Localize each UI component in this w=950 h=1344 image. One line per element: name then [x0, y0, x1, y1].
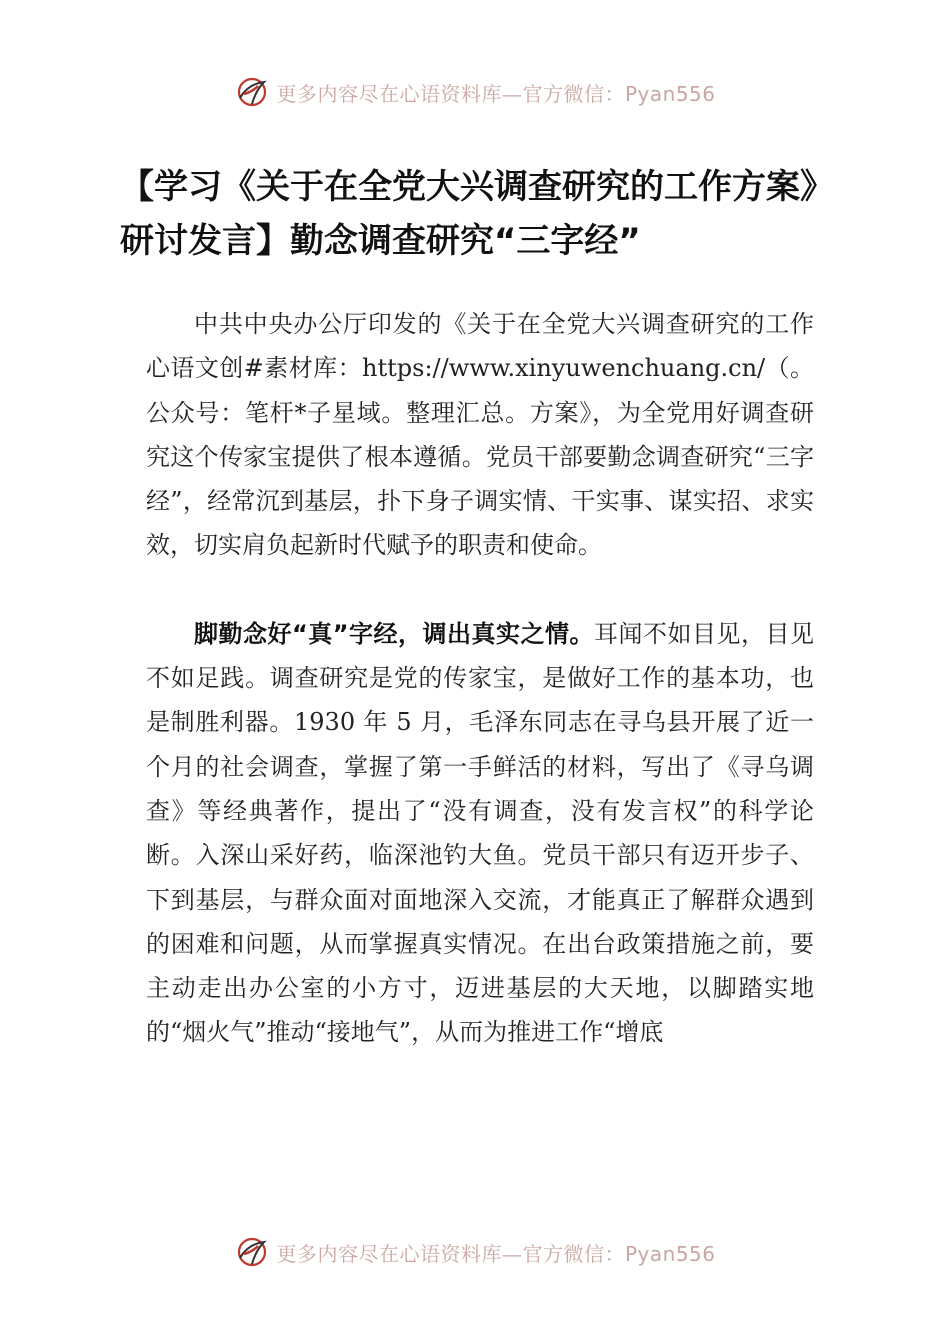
document-title: 【学习《关于在全党大兴调查研究的工作方案》研讨发言】勤念调查研究“三字经”: [120, 167, 834, 261]
section-body-text: 耳闻不如目见，目见不如足践。调查研究是党的传家宝，是做好工作的基本功，也是制胜利器。1930 年 5 月，毛泽东同志在寻乌县开展了近一个月的社会调查，掌握了第一手鲜活的材料，写出了《寻乌调查》等经典著作，提出了“没有调查，没有发言权”的科学论断。入深山采好药，临深池钓大鱼。党员干部只有迈开步子、下到基层，与群众面对面地深入交流，才能真正了解群众遇到的困难和问题，从而掌握真实情况。在出台政策措施之前，要主动走出办公室的小方寸，迈进基层的大天地，以脚踏实地的“烟火气”推动“接地气”，从而为推进工作“增底: [146, 619, 814, 1047]
banner-text: [276, 78, 715, 107]
header-watermark-banner: [0, 72, 950, 112]
section-lead-heading: 脚勤念好“真”字经，调出真实之情。: [194, 619, 595, 648]
paragraph-intro: 中共中央办公厅印发的《关于在全党大兴调查研究的工作心语文创#素材库：https://www.xinyuwenchuang.cn/（。公众号：笔杆*子星域。整理汇总。方案》，为全党用好调查研究这个传家宝提供了根本遵循。党员干部要勤念调查研究“三字经”，经常沉到基层，扑下身子调实情、干实事、谋实招、求实效，切实肩负起新时代赋予的职责和使命。: [146, 310, 814, 560]
document-body: [146, 302, 814, 1055]
banner-label: 更多内容尽在心语资料库—官方微信：: [276, 81, 625, 106]
footer-watermark-banner: [0, 1232, 950, 1272]
banner-text: [276, 1238, 715, 1267]
paragraph-section-1: [146, 612, 814, 1055]
brand-logo-icon: [234, 1234, 270, 1270]
wechat-id: Pyan556: [624, 1241, 716, 1266]
wechat-id: Pyan556: [624, 81, 716, 106]
banner-label: 更多内容尽在心语资料库—官方微信：: [276, 1241, 625, 1266]
brand-logo-icon: [234, 74, 270, 110]
